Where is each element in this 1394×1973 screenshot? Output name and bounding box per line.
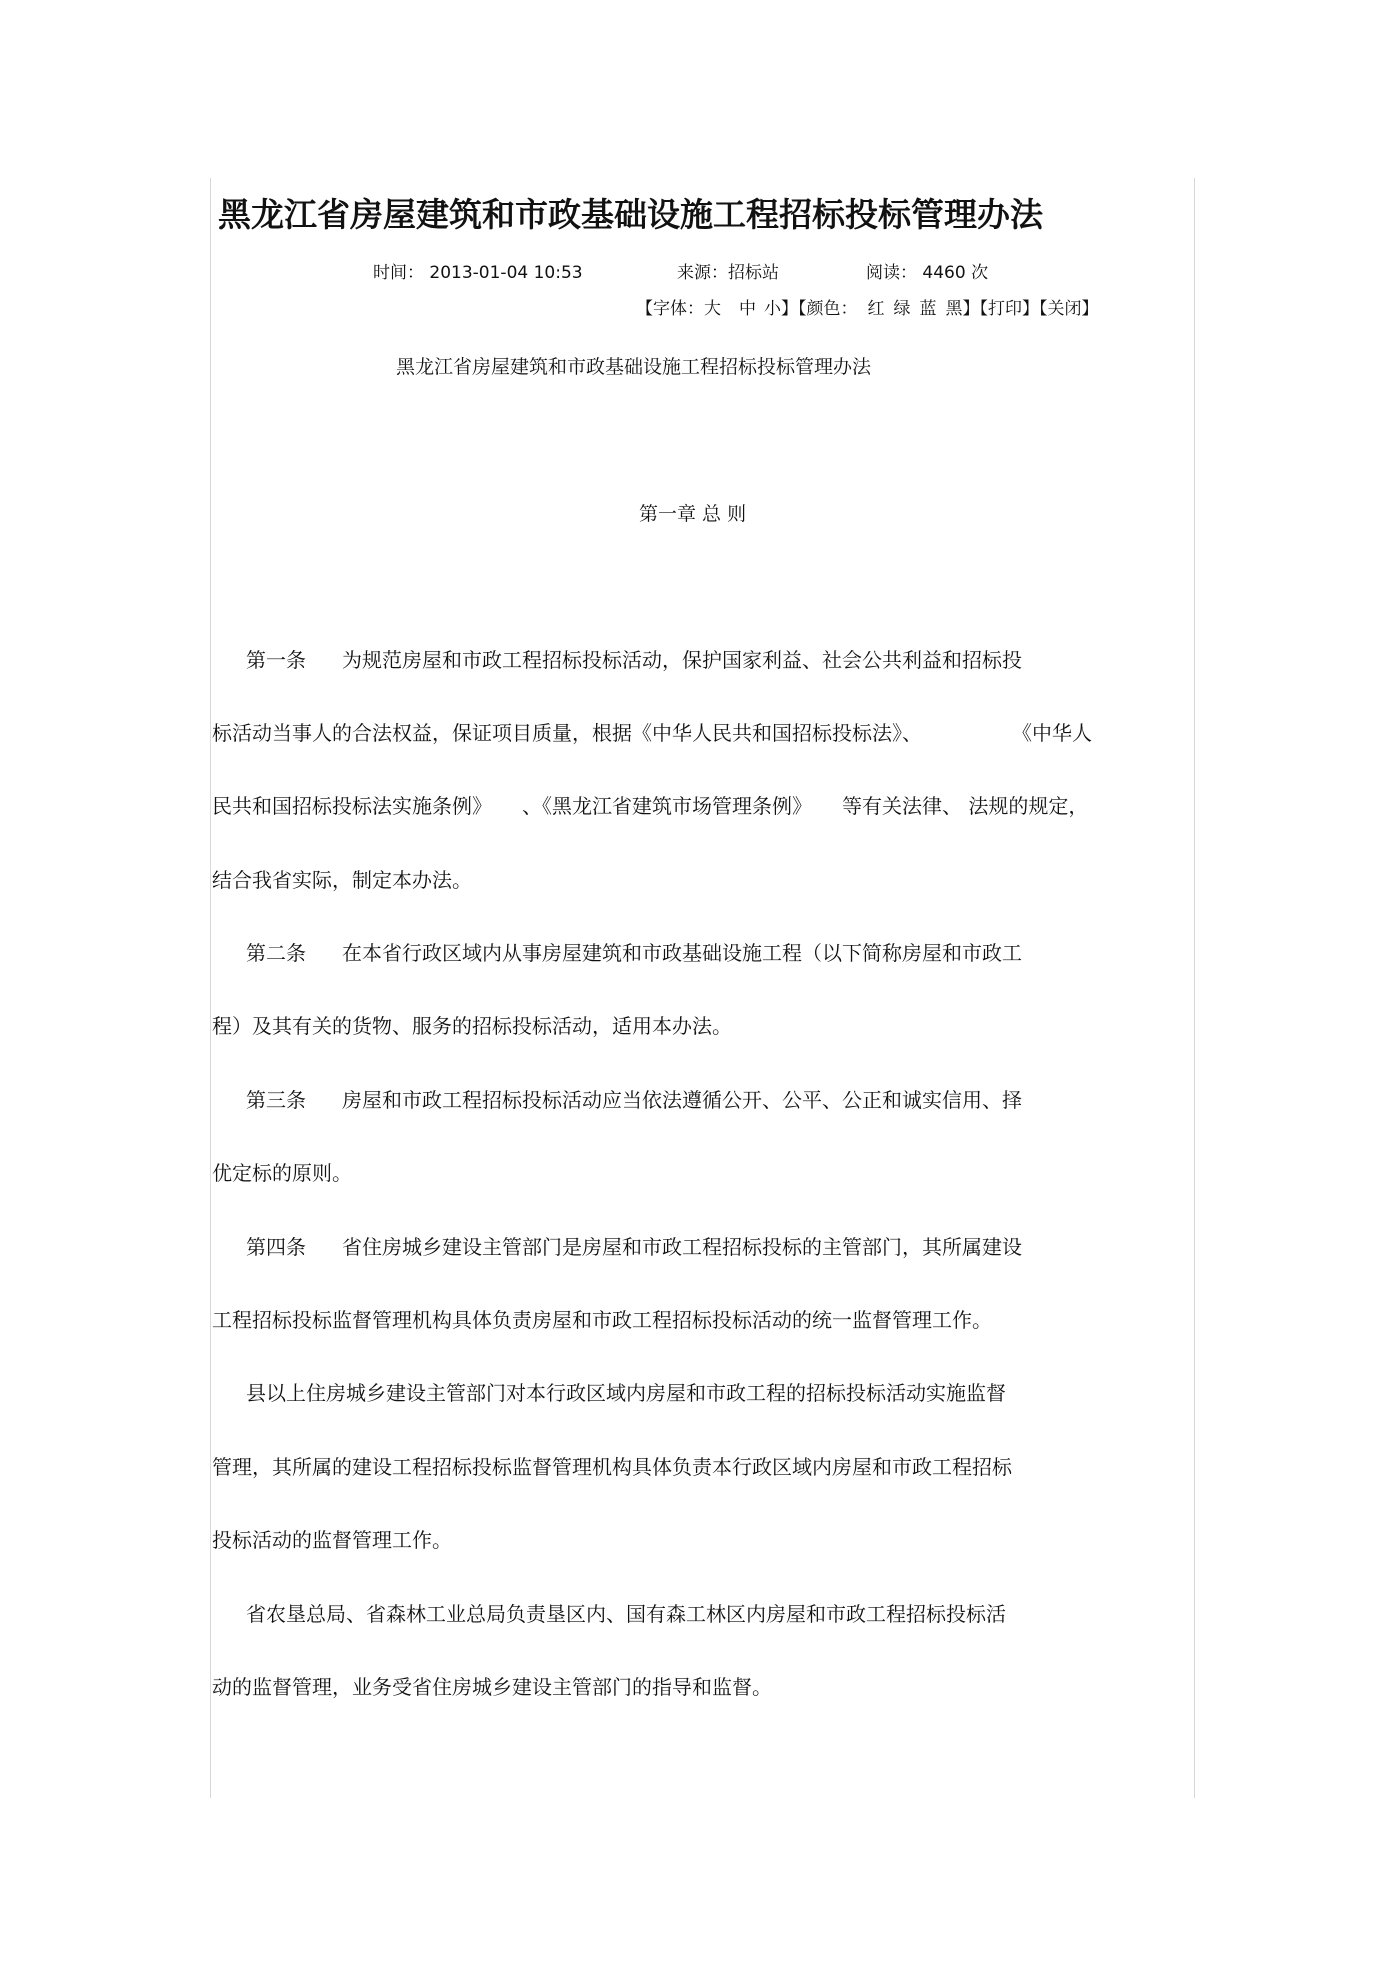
article-4-para-2-line-3: 投标活动的监督管理工作。 — [212, 1528, 452, 1552]
article-4-para-3-line-1: 省农垦总局、省森林工业总局负责垦区内、国有森工林区内房屋和市政工程招标投标活 — [246, 1602, 1006, 1626]
article-4-line-2: 工程招标投标监督管理机构具体负责房屋和市政工程招标投标活动的统一监督管理工作。 — [212, 1308, 992, 1332]
article-toolbar — [636, 297, 1099, 321]
color-label: 【颜色： — [798, 299, 858, 319]
article-1-text: 标活动当事人的合法权益，保证项目质量，根据《中华人民共和国招标投标法》、 — [212, 721, 922, 745]
document-title: 黑龙江省房屋建筑和市政基础设施工程招标投标管理办法 — [396, 356, 872, 378]
article-source: 来源：招标站 — [677, 263, 779, 283]
article-4-line-1 — [246, 1233, 1022, 1261]
article-4-label: 第四条 — [246, 1235, 306, 1259]
view-count: 阅读： 4460 次 — [866, 263, 989, 283]
article-3-line-2: 优定标的原则。 — [212, 1161, 352, 1185]
article-title: 黑龙江省房屋建筑和市政基础设施工程招标投标管理办法 — [218, 195, 1043, 234]
color-blue-link[interactable]: 蓝 — [919, 299, 937, 319]
article-1-text: 、《黑龙江省建筑市场管理条例》 — [522, 794, 812, 818]
color-close: 】 — [962, 299, 980, 319]
article-1-line-4: 结合我省实际，制定本办法。 — [212, 868, 472, 892]
article-1-text: 等有关法律、 法规的规定， — [842, 794, 1089, 818]
print-link[interactable]: 【打印】 — [979, 299, 1039, 319]
article-1-line-3 — [212, 792, 1088, 820]
font-medium-link[interactable]: 中 — [739, 299, 756, 319]
font-small-link[interactable]: 小 — [764, 299, 781, 319]
article-2-text: 在本省行政区域内从事房屋建筑和市政基础设施工程（以下简称房屋和市政工 — [342, 941, 1022, 965]
article-4-text: 省住房城乡建设主管部门是房屋和市政工程招标投标的主管部门，其所属建设 — [342, 1235, 1022, 1259]
font-large-link[interactable]: 大 — [704, 299, 721, 319]
chapter-heading: 第一章 总 则 — [639, 503, 747, 525]
font-size-label: 【字体： — [636, 299, 704, 319]
article-4-para-3-line-2: 动的监督管理，业务受省住房城乡建设主管部门的指导和监督。 — [212, 1675, 772, 1699]
article-4-para-2-line-1: 县以上住房城乡建设主管部门对本行政区域内房屋和市政工程的招标投标活动实施监督 — [246, 1381, 1006, 1405]
color-red-link[interactable]: 红 — [867, 299, 885, 319]
article-1-label: 第一条 — [246, 648, 306, 672]
font-size-close: 】 — [781, 299, 798, 319]
article-3-label: 第三条 — [246, 1088, 306, 1112]
article-frame — [210, 178, 1195, 1798]
article-4-para-2-line-2: 管理，其所属的建设工程招标投标监督管理机构具体负责本行政区域内房屋和市政工程招标 — [212, 1455, 1012, 1479]
article-1-text: 《中华人 — [1012, 721, 1092, 745]
publish-time: 时间： 2013-01-04 10:53 — [373, 263, 583, 283]
close-link[interactable]: 【关闭】 — [1039, 299, 1099, 319]
article-2-line-2: 程）及其有关的货物、服务的招标投标活动，适用本办法。 — [212, 1014, 732, 1038]
article-3-line-1 — [246, 1086, 1022, 1114]
article-2-label: 第二条 — [246, 941, 306, 965]
article-1-text: 民共和国招标投标法实施条例》 — [212, 794, 492, 818]
article-1-text: 为规范房屋和市政工程招标投标活动，保护国家利益、社会公共利益和招标投 — [342, 648, 1022, 672]
article-1-line-1 — [246, 646, 1022, 674]
color-black-link[interactable]: 黑 — [945, 299, 963, 319]
article-1-line-2 — [212, 719, 1092, 747]
article-3-text: 房屋和市政工程招标投标活动应当依法遵循公开、公平、公正和诚实信用、择 — [342, 1088, 1022, 1112]
color-green-link[interactable]: 绿 — [893, 299, 911, 319]
article-2-line-1 — [246, 939, 1022, 967]
